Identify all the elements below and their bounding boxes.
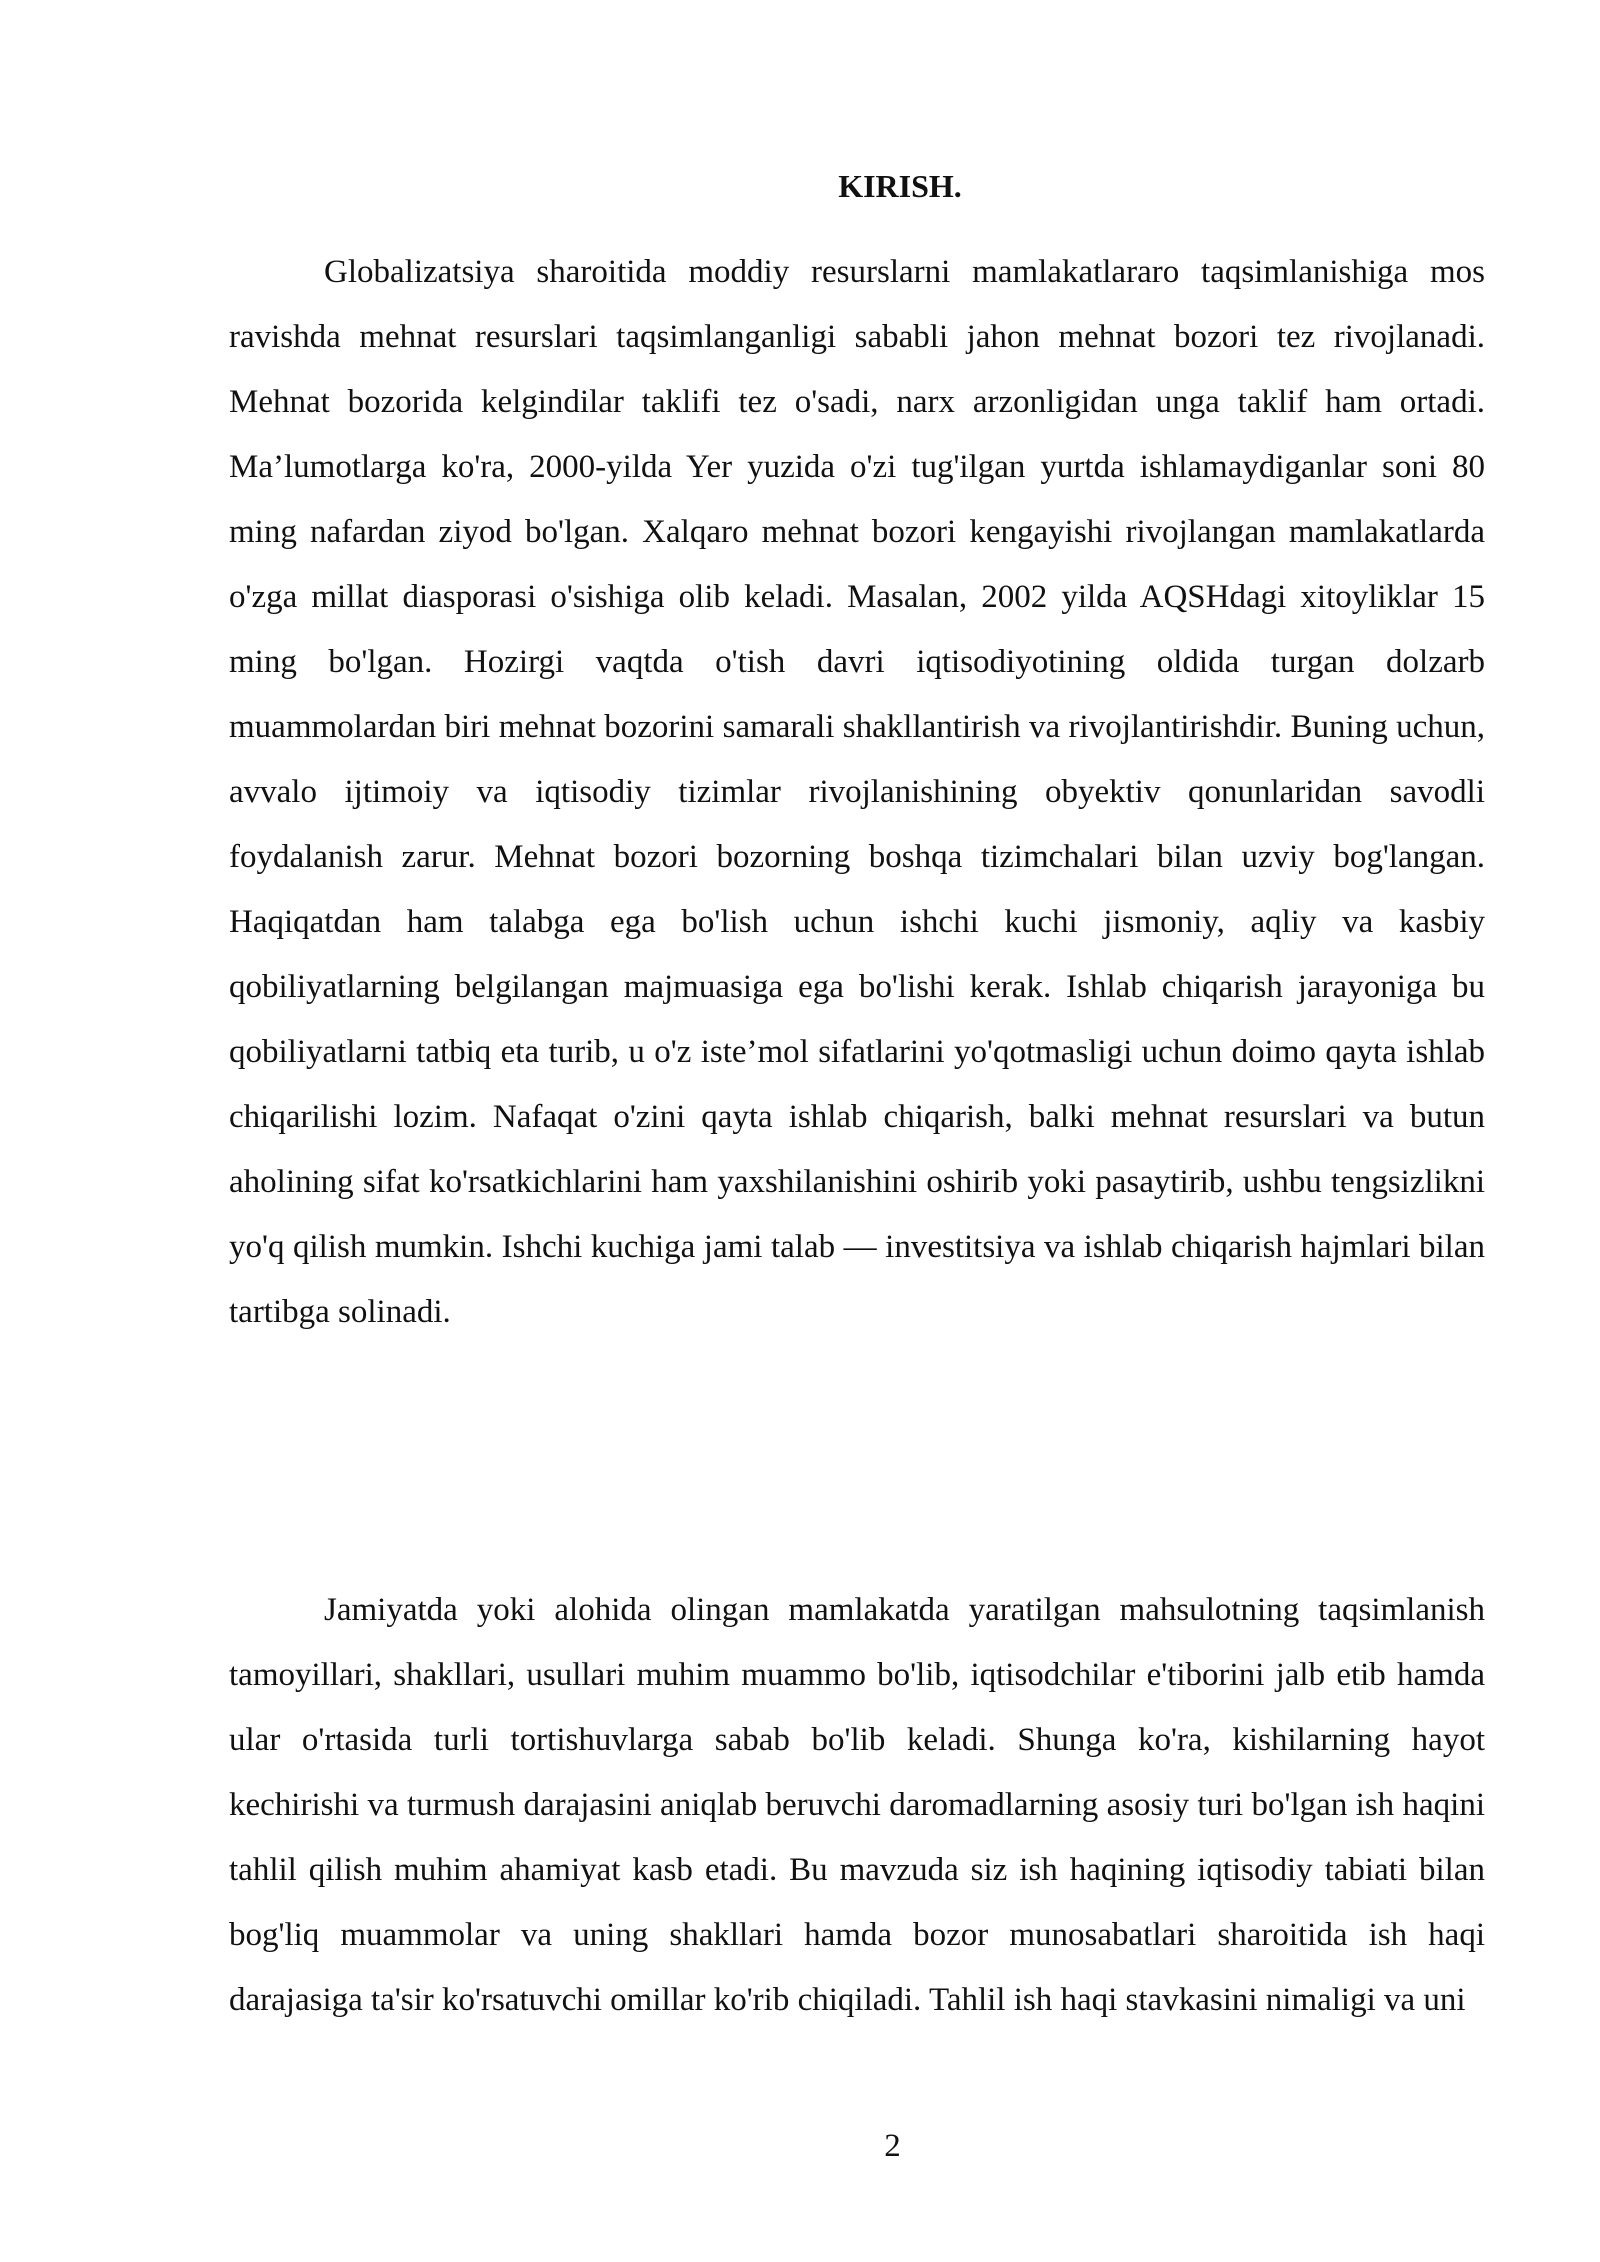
body-paragraph-1: Globalizatsiya sharoitida moddiy resurslarni mamlakatlararo taqsimlanishiga mos ravishda mehnat resurslari taqsimlanganligi sababli jahon mehnat bozori tez rivojlanadi. Mehnat bozorida kelgindilar taklifi tez o'sadi, narx arzonligidan unga taklif ham ortadi. Ma’lumotlarga ko'ra, 2000-yilda Yer yuzida o'zi tug'ilgan yurtda ishlamaydiganlar soni 80 ming nafardan ziyod bo'lgan. Xalqaro mehnat bozori kengayishi rivojlangan mamlakatlarda o'zga millat diasporasi o'sishiga olib keladi. Masalan, 2002 yilda AQSHdagi xitoyliklar 15 ming bo'lgan. Hozirgi vaqtda o'tish davri iqtisodiyotining oldida turgan dolzarb muammolardan biri mehnat bozorini samarali shakllantirish va rivojlantirishdir. Buning uchun, avvalo ijtimoiy va iqtisodiy tizimlar rivojlanishining obyektiv qonunlaridan savodli foydalanish zarur. Mehnat bozori bozorning boshqa tizimchalari bilan uzviy bog'langan. Haqiqatdan ham talabga ega bo'lish uchun ishchi kuchi jismoniy, aqliy va kasbiy qobiliyatlarning belgilangan majmuasiga ega bo'lishi kerak. Ishlab chiqarish jarayoniga bu qobiliyatlarni tatbiq eta turib, u o'z iste’mol sifatlarini yo'qotmasligi uchun doimo qayta ishlab chiqarilishi lozim. Nafaqat o'zini qayta ishlab chiqarish, balki mehnat resurslari va butun aholining sifat ko'rsatkichlarini ham yaxshilanishini oshirib yoki pasaytirib, ushbu tengsizlikni yo'q qilish mumkin. Ishchi kuchiga jami talab — investitsiya va ishlab chiqarish hajmlari bilan tartibga solinadi. — [229, 254, 1485, 1330]
page-number: 2 — [884, 2128, 901, 2164]
body-paragraph-2: Jamiyatda yoki alohida olingan mamlakatda yaratilgan mahsulotning taqsimlanish tamoyillari, shakllari, usullari muhim muammo bo'lib, iqtisodchilar e'tiborini jalb etib hamda ular o'rtasida turli tortishuvlarga sabab bo'lib keladi. Shunga ko'ra, kishilarning hayot kechirishi va turmush darajasini aniqlab beruvchi daromadlarning asosiy turi bo'lgan ish haqini tahlil qilish muhim ahamiyat kasb etadi. Bu mavzuda siz ish haqining iqtisodiy tabiati bilan bog'liq muammolar va uning shakllari hamda bozor munosabatlari sharoitida ish haqi darajasiga ta'sir ko'rsatuvchi omillar ko'rib chiqiladi. Tahlil ish haqi stavkasini nimaligi va uni — [229, 1592, 1485, 2018]
page-title: KIRISH. — [838, 168, 962, 204]
